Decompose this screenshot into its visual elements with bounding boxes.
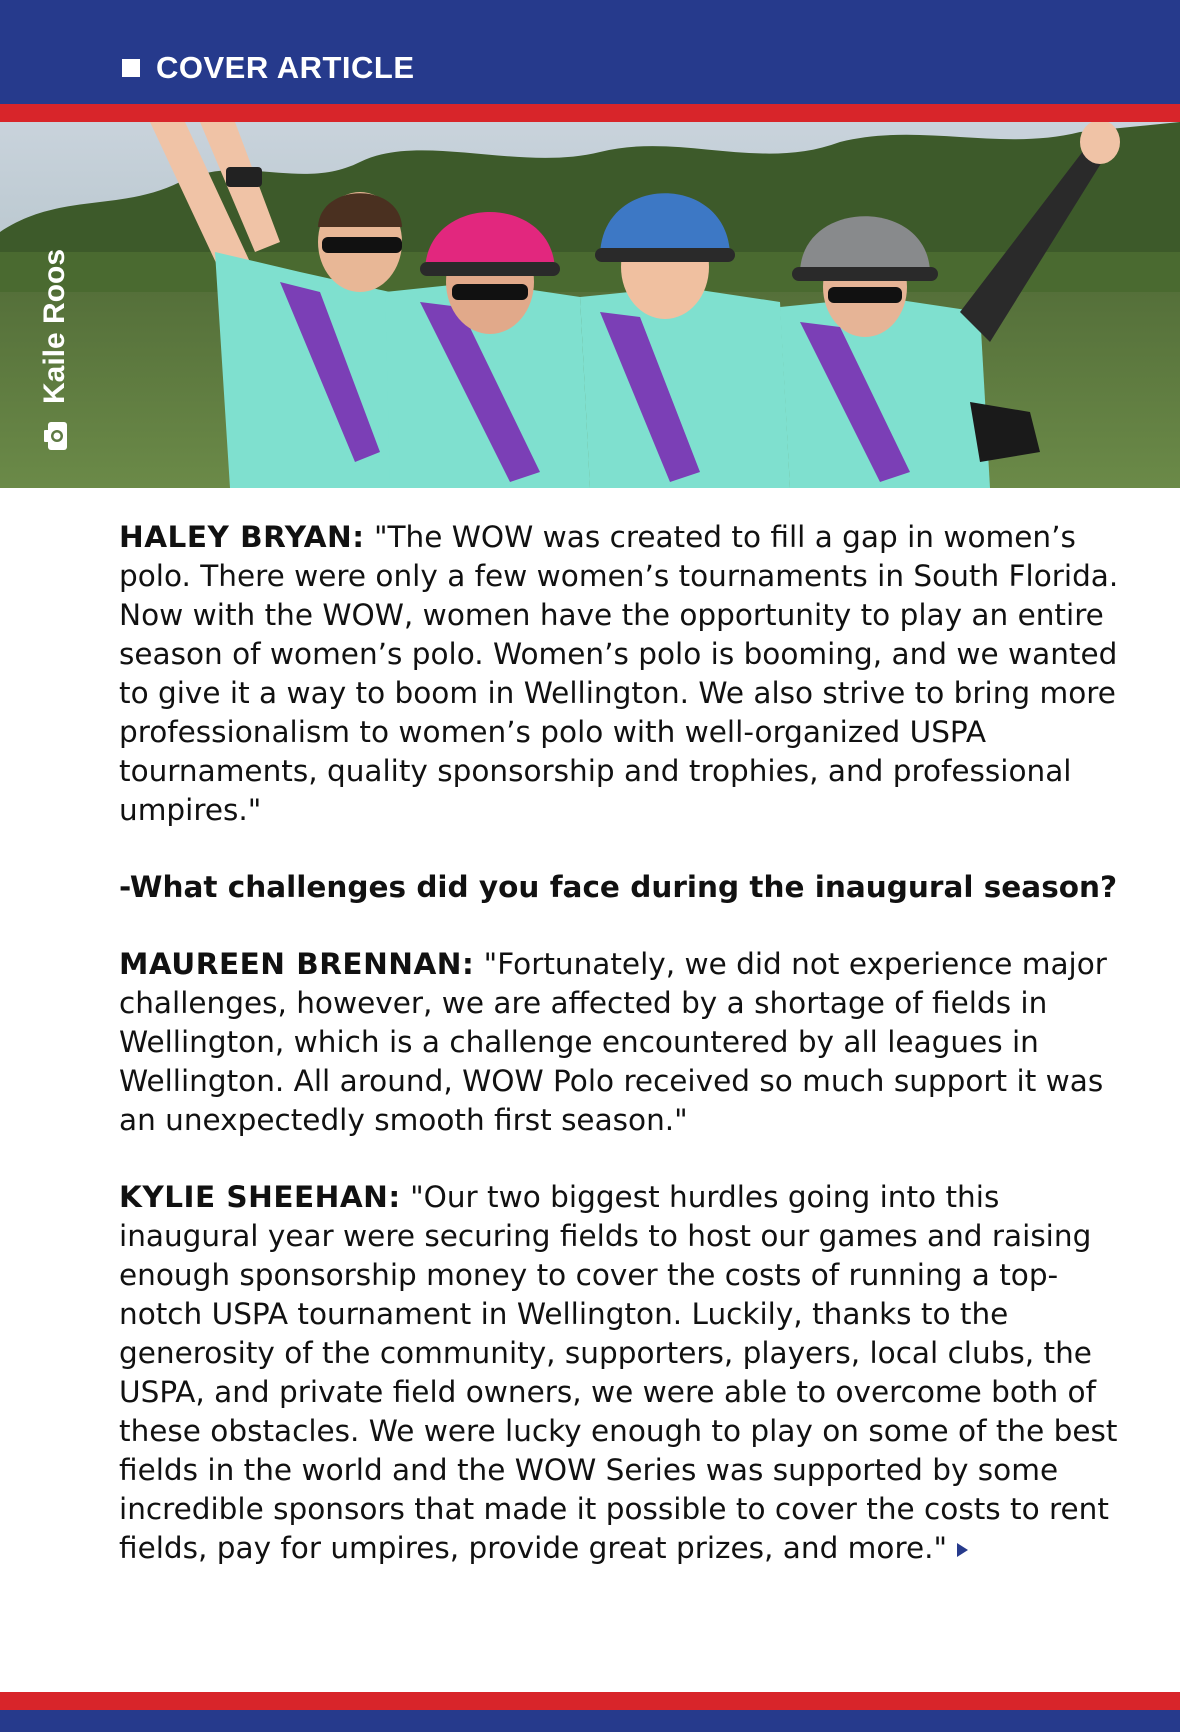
section-label — [122, 50, 415, 86]
answer-paragraph — [119, 1178, 1119, 1568]
cover-photo — [0, 122, 1180, 488]
section-label-text: COVER ARTICLE — [156, 50, 415, 85]
speaker-name: MAUREEN BRENNAN: — [119, 947, 475, 981]
answer-text: "The WOW was created to fill a gap in women’s polo. There were only a few women’s tournaments in South Florida. Now with the WOW, women have the opportunity to play an entire season of women’s polo. Women’s polo is booming, and we wanted to give it a way to boom in Wellington. We also strive to bring more professionalism to women’s polo with well-organized USPA tournaments, quality sponsorship and trophies, and professional umpires." — [119, 520, 1119, 827]
camera-icon — [43, 422, 67, 450]
speaker-name: HALEY BRYAN: — [119, 520, 365, 554]
footer-band — [0, 1710, 1180, 1732]
interview-question: -What challenges did you face during the inaugural season? — [119, 870, 1118, 904]
photo-credit-text: Kaile Roos — [38, 248, 71, 404]
photo-credit — [35, 220, 75, 450]
speaker-name: KYLIE SHEEHAN: — [119, 1180, 401, 1214]
answer-paragraph — [119, 518, 1119, 830]
answer-paragraph — [119, 945, 1119, 1140]
square-bullet-icon — [122, 59, 140, 77]
answer-text: "Fortunately, we did not experience major challenges, however, we are affected by a shortage of fields in Wellington, which is a challenge encountered by all leagues in Wellington. All around, WOW Polo received so much support it was an unexpectedly smooth first season." — [119, 947, 1107, 1137]
arrow-right-icon[interactable] — [957, 1543, 968, 1557]
answer-text: "Our two biggest hurdles going into this inaugural year were securing fields to host our games and raising enough sponsorship money to cover the costs of running a top-notch USPA tournament in Wellington. Luckily, thanks to the generosity of the community, supporters, players, local clubs, the USPA, and private field owners, we were able to overcome both of these obstacles. We were lucky enough to play on some of the best fields in the world and the WOW Series was supported by some incredible sponsors that made it possible to cover the costs to rent fields, pay for umpires, provide great prizes, and more." — [119, 1180, 1118, 1565]
article-body — [119, 518, 1119, 1606]
header-red-stripe — [0, 104, 1180, 122]
footer-red-stripe — [0, 1692, 1180, 1710]
